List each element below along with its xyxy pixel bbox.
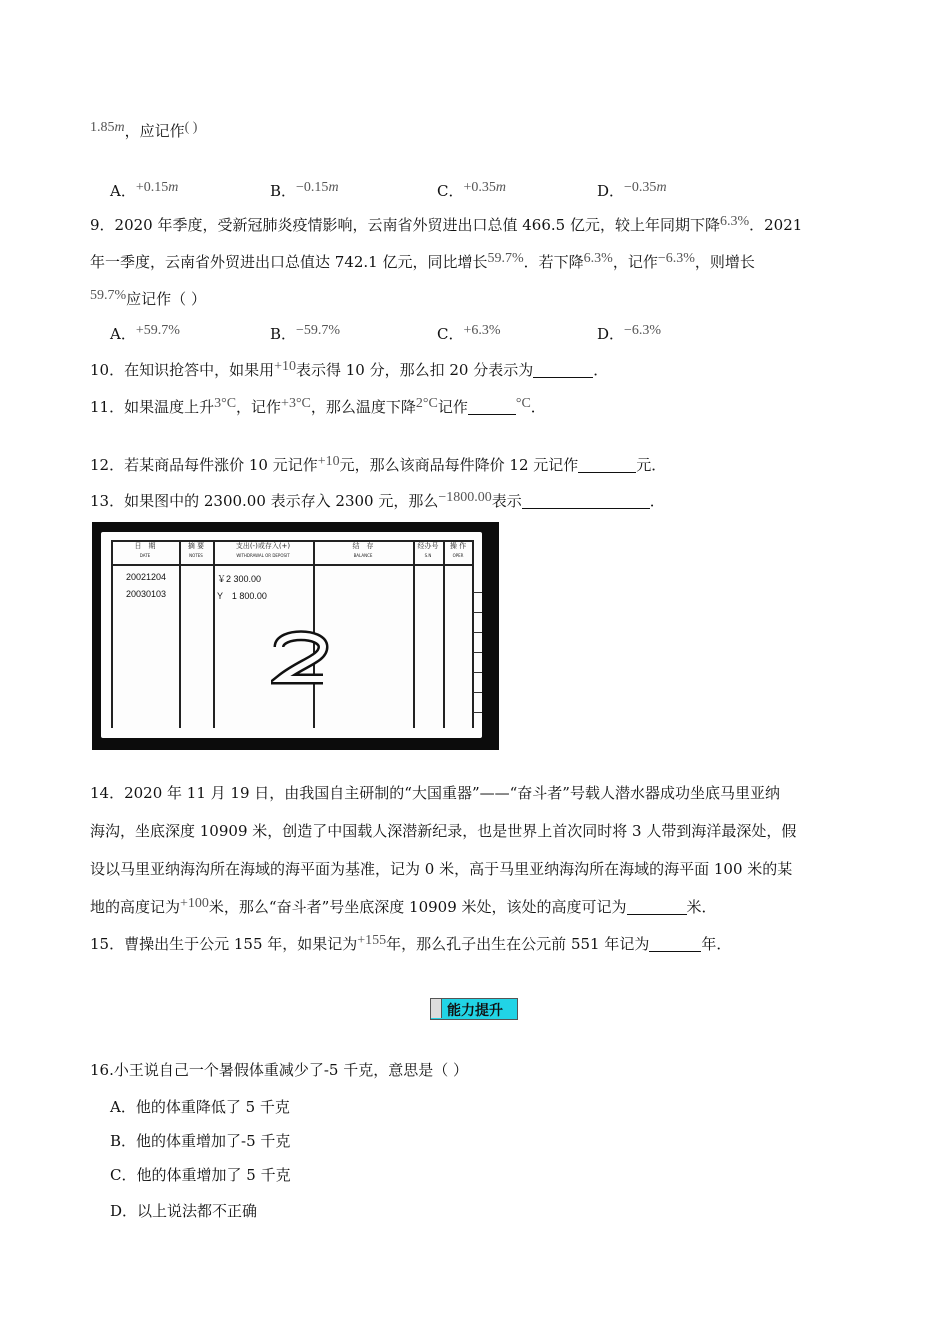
- section-heading: 能力提升: [430, 998, 518, 1020]
- question-16-option-b[interactable]: B．他的体重增加了-5 千克: [110, 1132, 291, 1150]
- row-1-date: 20021204: [126, 572, 167, 582]
- tick: [473, 672, 482, 673]
- tick: [473, 692, 482, 693]
- answer-blank[interactable]: [649, 936, 701, 952]
- column-header-sn: 经办号 S.N: [417, 542, 439, 558]
- page-number-graphic: [271, 627, 331, 687]
- row-2-date: 20030103: [126, 589, 167, 599]
- question-13: 13．如果图中的 2300.00 表示存入 2300 元，那么−1800.00表示 ．: [90, 490, 665, 510]
- option-d[interactable]: D．−6.3%: [597, 323, 662, 343]
- answer-blank[interactable]: [533, 362, 593, 378]
- question-10: 10．在知识抢答中，如果用+10表示得 10 分，那么扣 20 分表示为 ．: [90, 359, 609, 379]
- answer-blank[interactable]: [468, 399, 516, 415]
- question-14-line-1: 14．2020 年 11 月 19 日，由我国自主研制的“大国重器”——“奋斗者”号载人潜水器成功坐底马里亚纳: [90, 784, 780, 802]
- question-16-stem: 16.小王说自己一个暑假体重减少了-5 千克，意思是（ ）: [90, 1061, 469, 1079]
- option-d[interactable]: D．−0.35m: [597, 180, 667, 200]
- option-c[interactable]: C．+0.35m: [437, 180, 507, 200]
- divider: [111, 540, 113, 728]
- option-c[interactable]: C．+6.3%: [437, 323, 501, 343]
- option-b[interactable]: B．−0.15m: [270, 180, 339, 200]
- question-14-line-2: 海沟，坐底深度 10909 米，创造了中国载人深潜新纪录，也是世界上首次同时将 3 人带到海洋最深处，假: [90, 822, 797, 840]
- divider: [179, 540, 181, 728]
- answer-blank[interactable]: [627, 899, 687, 915]
- question-16-option-c[interactable]: C．他的体重增加了 5 千克: [110, 1166, 291, 1184]
- question-16-option-d[interactable]: D．以上说法都不正确: [110, 1202, 258, 1220]
- row-2-amount: Y 1 800.00: [217, 591, 267, 601]
- tick: [473, 592, 482, 593]
- question-9-line-3: 59.7%应记作（ ）: [90, 288, 206, 308]
- question-8-stem: 1.85m，应记作( ): [90, 120, 198, 140]
- tick: [473, 632, 482, 633]
- tick: [473, 612, 482, 613]
- page-number: 2: [301, 685, 302, 686]
- divider: [111, 564, 472, 566]
- tick: [473, 652, 482, 653]
- column-header-date: 日 期 DATE: [134, 542, 156, 558]
- question-14-line-3: 设以马里亚纳海沟所在海域的海平面为基准，记为 0 米，高于马里亚纳海沟所在海域的海平面 100 米的某: [90, 860, 793, 878]
- question-9-line-2: 年一季度，云南省外贸进出口总值达 742.1 亿元，同比增长59.7%．若下降6.3%，记作−6.3%，则增长: [90, 251, 755, 271]
- column-header-balance: 结 存 BALANCE: [352, 542, 374, 558]
- option-b[interactable]: B．−59.7%: [270, 323, 341, 343]
- option-a[interactable]: A．+59.7%: [110, 323, 180, 343]
- question-9-line-1: 9．2020 年季度，受新冠肺炎疫情影响，云南省外贸进出口总值 466.5 亿元，较上年同期下降6.3%．2021: [90, 214, 803, 234]
- question-9-options: [110, 323, 870, 347]
- column-header-amount: 支出(-)或存入(+) WITHDRAWAL OR DEPOSIT: [235, 542, 291, 558]
- divider: [443, 540, 445, 728]
- passbook-page: [101, 532, 482, 738]
- answer-blank[interactable]: [522, 493, 650, 509]
- question-14-line-4: 地的高度记为+100米，那么“奋斗者”号坐底深度 10909 米处，该处的高度可记为 米．: [90, 896, 717, 916]
- question-16-option-a[interactable]: A．他的体重降低了 5 千克: [110, 1098, 290, 1116]
- divider: [213, 540, 215, 728]
- question-11: 11．如果温度上升3°C，记作+3°C，那么温度下降2°C记作 °C．: [90, 396, 546, 416]
- column-header-notes: 摘 要 NOTES: [187, 542, 205, 558]
- section-marker: [431, 999, 442, 1018]
- answer-blank[interactable]: [578, 457, 636, 473]
- divider: [413, 540, 415, 728]
- option-a[interactable]: A．+0.15m: [110, 180, 179, 200]
- question-8-options: [110, 180, 870, 204]
- passbook-figure: [92, 522, 499, 750]
- row-1-amount: ￥2 300.00: [217, 574, 262, 584]
- divider: [472, 540, 474, 728]
- question-12: 12．若某商品每件涨价 10 元记作+10元，那么该商品每件降价 12 元记作 元．: [90, 454, 667, 474]
- tick: [473, 712, 482, 713]
- column-header-oper: 操 作 OPER: [449, 542, 467, 558]
- question-15: 15．曹操出生于公元 155 年，如果记为+155年，那么孔子出生在公元前 551 年记为 年．: [90, 933, 732, 953]
